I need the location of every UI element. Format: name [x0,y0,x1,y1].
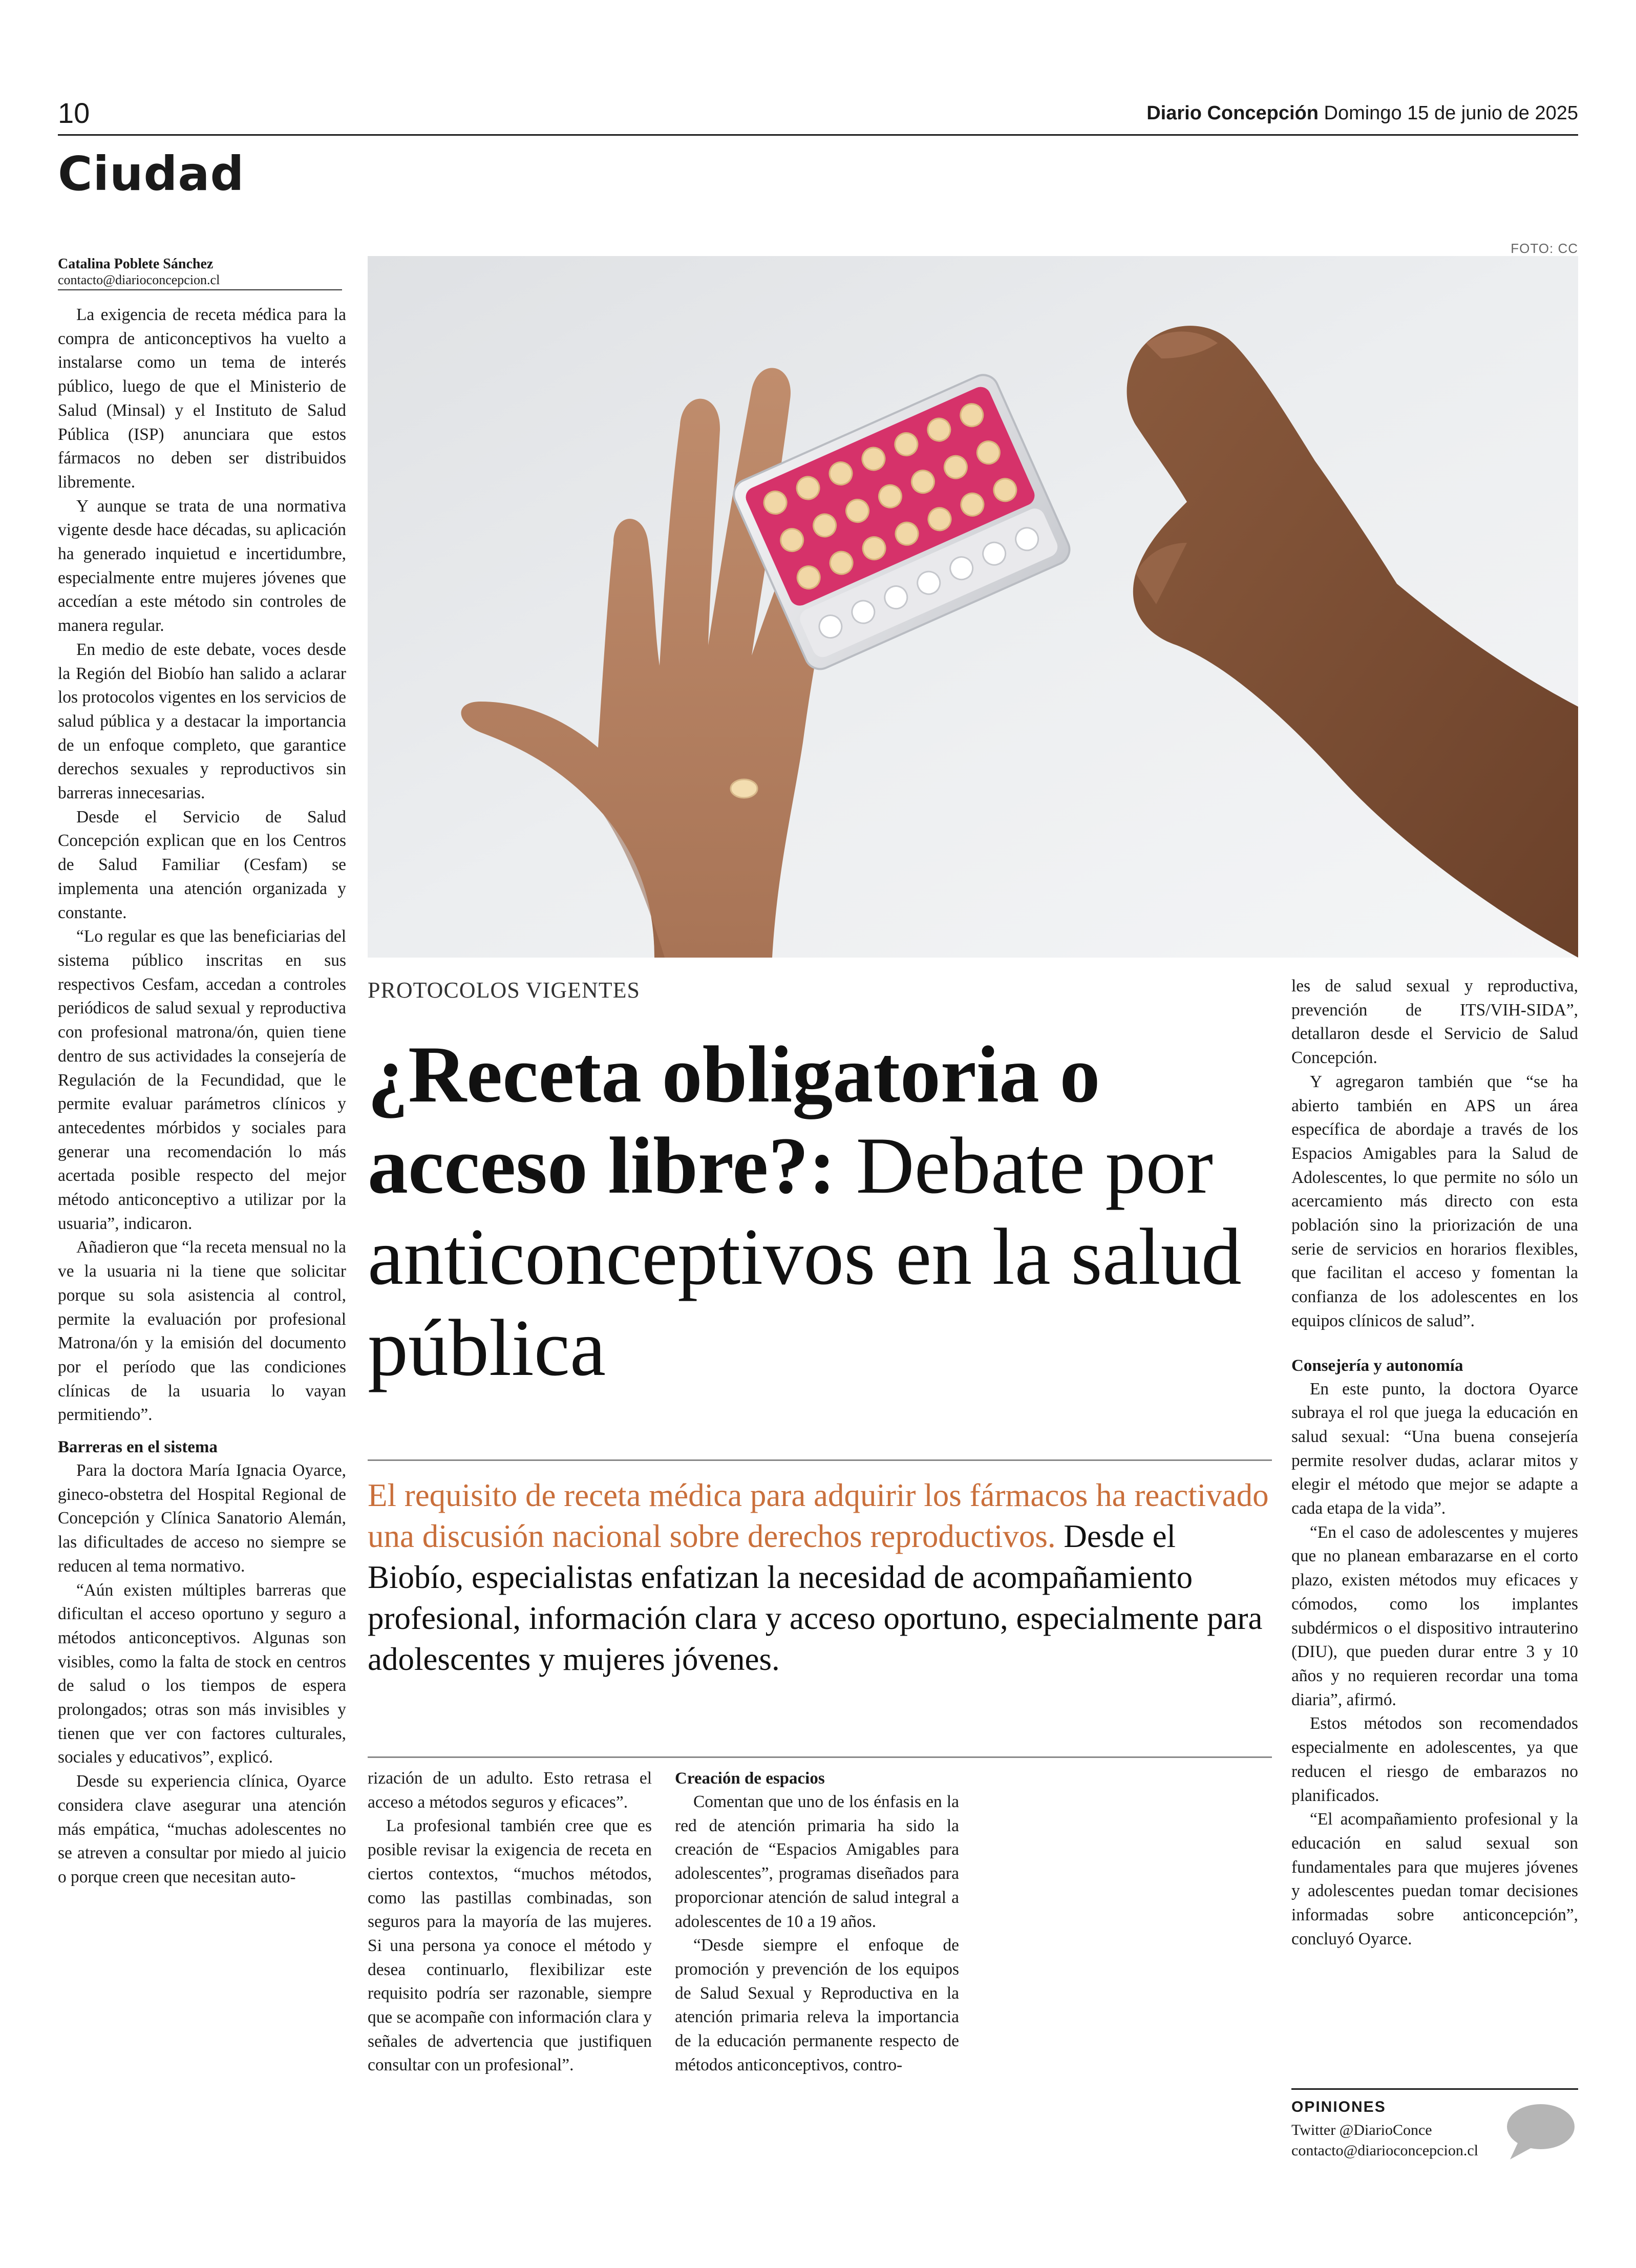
article-column-4 [1291,974,1578,1951]
article-photo [368,256,1578,958]
article-lead [368,1475,1272,1680]
article-column-3 [675,1767,959,2077]
paragraph: Estos métodos son recomendados especialmente en adolescentes, ya que reducen el riesgo de embarazos no planificados. [1291,1714,1578,1805]
paragraph: La exigencia de receta médica para la compra de anticonceptivos ha vuelto a instalarse como un tema de interés público, luego de que el Ministerio de Salud (Minsal) y el Instituto de Salud Pública (ISP) anunciara que estos fármacos no deben ser distribuidos libremente. [58,305,346,492]
paragraph: les de salud sexual y reproductiva, prevención de ITS/VIH-SIDA”, detallaron desde el Servicio de Salud Concepción. [1291,977,1578,1068]
opiniones-email[interactable]: contacto@diarioconcepcion.cl [1291,2142,1478,2159]
article-column-1 [58,303,346,1890]
paragraph: “En el caso de adolescentes y mujeres que no planean embarazarse en el corto plazo, existen métodos muy eficaces y cómodos, como los implantes subdérmicos o el dispositivo intrauterino (DIU), que pueden durar entre 3 y 10 años y no requieren recordar una toma diaria”, afirmó. [1291,1522,1578,1709]
hands-pill-pack-illustration [368,256,1578,958]
subheading-creacion: Creación de espacios [675,1769,825,1788]
lead-rest: Desde el Biobío, especialistas enfatizan la necesidad de acompañamiento profesional, información clara y acceso oportuno, especialmente para adolescentes y mujeres jóvenes. [368,1518,1263,1677]
header-divider [58,134,1578,136]
paragraph: La profesional también cree que es posible revisar la exigencia de receta en ciertos contextos, “muchos métodos, como las pastillas combinadas, son seguros para la mayoría de las mujeres. Si una persona ya conoce el método y desea continuarlo, flexibilizar este requisito podría ser razonable, siempre que se acompañe con información clara y señales de advertencia que justifiquen consultar con un profesional”. [368,1816,652,2075]
paragraph: Comentan que uno de los énfasis en la red de atención primaria ha sido la creación de “Espacios Amigables para adolescentes”, programas diseñados para proporcionar atención de salud integral a adolescentes de 10 a 19 años. [675,1792,959,1931]
paragraph: Y agregaron también que “se ha abierto también en APS un área específica de abordaje a través de los Espacios Amigables para la Salud de Adolescentes, lo que permite no sólo un acercamiento más directo con esta población sino la priorización de una serie de servicios en horarios flexibles, que facilitan el acceso y fomentan la confianza de los adolescentes en los equipos clínicos de salud”. [1291,1072,1578,1330]
opiniones-twitter[interactable]: Twitter @DiarioConce [1291,2122,1432,2138]
lead-divider [368,1756,1272,1758]
issue-date: Domingo 15 de junio de 2025 [1324,102,1578,124]
paragraph: Para la doctora María Ignacia Oyarce, gineco-obstetra del Hospital Regional de Concepción y Clínica Sanatorio Alemán, las dificultades de acceso no siempre se reducen al tema normativo. [58,1461,346,1576]
author-email: contacto@diarioconcepcion.cl [58,272,220,287]
paragraph: Desde el Servicio de Salud Concepción explican que en los Centros de Salud Familiar (Cesfam) se implementa una atención organizada y constante. [58,807,346,922]
paragraph: Añadieron que “la receta mensual no la ve la usuaria ni la tiene que solicitar porque su sola asistencia al control, permite la evaluación por profesional Matrona/ón y la emisión del documento por el período que las condiciones clínicas de la usuaria lo vayan permitiendo”. [58,1238,346,1425]
paragraph: “Aún existen múltiples barreras que dificultan el acceso oportuno y seguro a métodos anticonceptivos. Algunas son visibles, como la falta de stock en centros de salud o los tiempos de espera prolongados; otras son más invisibles y tienen que ver con factores culturales, sociales y educativos”, explicó. [58,1580,346,1767]
byline-divider [58,289,342,290]
byline [58,256,363,288]
headline-bold: ¿Receta obligatoria o acceso libre?: [368,1030,1100,1211]
paragraph: En medio de este debate, voces desde la Región del Biobío han salido a aclarar los protocolos vigentes en los servicios de salud pública y a destacar la importancia de un enfoque completo, que garantice derechos sexuales y reproductivos sin barreras innecesarias. [58,640,346,803]
paragraph: rización de un adulto. Esto retrasa el acceso a métodos seguros y eficaces”. [368,1769,652,1812]
article-kicker: PROTOCOLOS VIGENTES [368,978,640,1003]
subheading-consejeria: Consejería y autonomía [1291,1356,1463,1375]
headline-regular: Debate por anticonceptivos en la salud pública [368,1121,1242,1393]
photo-credit: FOTO: CC [1511,241,1578,256]
speech-bubble-icon [1503,2102,1576,2161]
paragraph: “Desde siempre el enfoque de promoción y prevención de los equipos de Salud Sexual y Reproductiva en la atención primaria releva la importancia de la educación permanente respecto de métodos anticonceptivos, contro- [675,1936,959,2074]
article-column-2 [368,1767,652,2078]
article-headline [368,1029,1284,1394]
paragraph: Y aunque se trata de una normativa vigente desde hace décadas, su aplicación ha generado inquietud e incertidumbre, especialmente entre mujeres jóvenes que accedían a este método sin controles de manera regular. [58,496,346,635]
author-name: Catalina Poblete Sánchez [58,256,214,272]
paragraph: “El acompañamiento profesional y la educación en salud sexual son fundamentales para que mujeres jóvenes y adolescentes puedan tomar decisiones informadas sobre anticoncepción”, concluyó Oyarce. [1291,1810,1578,1948]
section-title: Ciudad [58,146,245,201]
masthead-info [1146,102,1578,124]
paragraph: “Lo regular es que las beneficiarias del sistema público inscritas en sus respectivos Cesfam, accedan a controles periódicos de salud sexual y reproductiva con profesional matrona/ón, quien tiene dentro de sus actividades la consejería de Regulación de la Fecundidad, que le permite evaluar parámetros clínicos y antecedentes mórbidos y sociales para generar una recomendación lo más acertada posible respecto del mejor método anticonceptivo a utilizar por la usuaria”, indicaron. [58,927,346,1233]
subheading-barreras: Barreras en el sistema [58,1438,218,1457]
paragraph: En este punto, la doctora Oyarce subraya el rol que juega la educación en salud sexual: “Una buena consejería permite resolver dudas, aclarar mitos y elegir el método que mejor se adapte a cada etapa de la vida”. [1291,1379,1578,1518]
lead-accent: El requisito de receta médica para adquirir los fármacos ha reactivado una discusión nacional sobre derechos reproductivos. [368,1477,1269,1554]
headline-divider [368,1459,1272,1461]
opiniones-title: OPINIONES [1291,2099,1386,2115]
opiniones-divider [1291,2088,1578,2090]
paragraph: Desde su experiencia clínica, Oyarce considera clave asegurar una atención más empática, “muchas adolescentes no se atreven a consultar por miedo al juicio o porque creen que necesitan auto- [58,1772,346,1887]
page-number: 10 [58,97,90,129]
newspaper-name: Diario Concepción [1146,102,1319,124]
